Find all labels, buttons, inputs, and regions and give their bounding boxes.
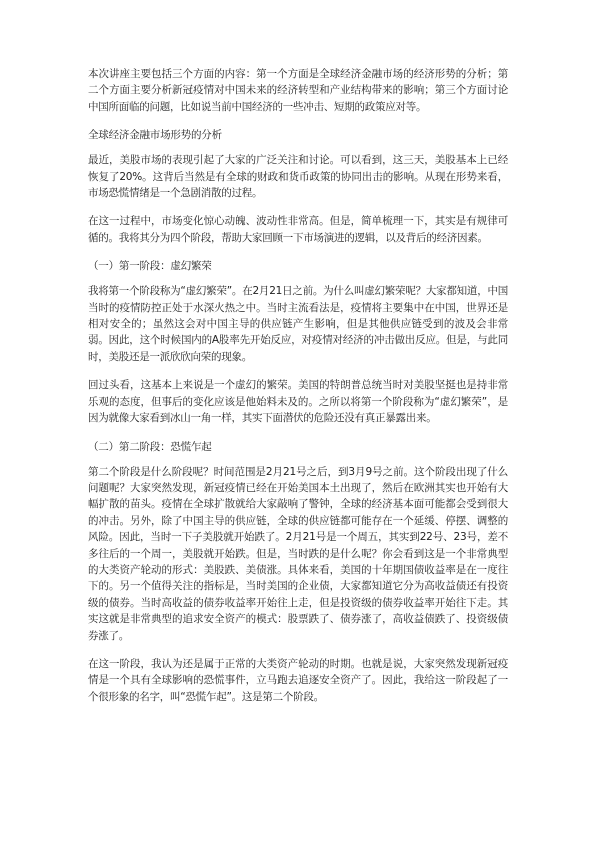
stage-1-title: （一）第一阶段：虚幻繁荣 xyxy=(88,260,212,273)
stage-2-title: （二）第二阶段：恐慌乍起 xyxy=(88,440,212,453)
paragraph-2: 在这一过程中，市场变化惊心动魄、波动性非常高。但是，简单梳理一下，其实是有规律可循的。我将其分为四个阶段，帮助大家回顾一下市场演进的逻辑，以及背后的经济因素。 xyxy=(88,215,508,244)
paragraph-1: 最近，美股市场的表现引起了大家的广泛关注和讨论。可以看到，这三天，美股基本上已经恢复了20%。这背后当然是有全球的财政和货币政策的协同出击的影响。从现在形势来看，市场恐慌情绪是一个急剧消散的过程。 xyxy=(88,154,508,200)
paragraph-6: 在这一阶段，我认为还是属于正常的大类资产轮动的时期。也就是说，大家突然发现新冠疫情是一个具有全球影响的恐慌事件，立马跑去追逐安全资产了。因此，我给这一阶段起了一个很形象的名字，叫“恐慌乍起”。这是第二个阶段。 xyxy=(88,657,508,703)
paragraph-4: 回过头看，这基本上来说是一个虚幻的繁荣。美国的特朗普总统当时对美股坚挺也是持非常乐观的态度，但事后的变化应该是他始料未及的。之所以将第一个阶段称为“虚幻繁荣”，是因为就像大家看到冰山一角一样，其实下面潜伏的危险还没有真正暴露出来。 xyxy=(88,379,508,425)
section-title: 全球经济金融市场形势的分析 xyxy=(88,129,222,142)
intro-paragraph: 本次讲座主要包括三个方面的内容：第一个方面是全球经济金融市场的经济形势的分析；第二个方面主要分析新冠疫情对中国未来的经济转型和产业结构带来的影响；第三个方面讨论中国所面临的问题，比如说当前中国经济的一些冲击、短期的政策应对等。 xyxy=(88,68,508,113)
paragraph-5: 第二个阶段是什么阶段呢？时间范围是2月21号之后，到3月9号之前。这个阶段出现了什么问题呢？大家突然发现，新冠疫情已经在开始美国本土出现了，然后在欧洲其实也开始有大幅扩散的苗头。疫情在全球扩散就给大家敲响了警钟，全球的经济基本面可能都会受到很大的冲击。另外，除了中国主导的供应链，全球的供应链都可能存在一个延缓、停摆、调整的风险。因此，当时一下子美股就开始跌了。2月21号是一个周五，其实到22号、23号，差不多往后的一个周一，美股就开始跌。但是，当时跌的是什么呢？你会看到这是一个非常典型的大类资产轮动的形式：美股跌、美债涨。具体来看，美国的十年期国债收益率是在一度往下的。另一个值得关注的指标是，当时美国的企业债，大家都知道它分为高收益债还有投资级的债券。当时高收益的债券收益率开始往上走，但是投资级的债券收益率开始往下走。其实这就是非常典型的追求安全资产的模式：股票跌了、债券涨了，高收益债跌了、投资级债券涨了。 xyxy=(88,465,508,642)
paragraph-3: 我将第一个阶段称为“虚幻繁荣”。在2月21日之前。为什么叫虚幻繁荣呢？大家都知道，中国当时的疫情防控正处于水深火热之中。当时主流看法是，疫情将主要集中在中国，世界还是相对安全的；虽然这会对中国主导的供应链产生影响，但是其他供应链受到的波及会非常弱。因此，这个时候国内的A股率先开始反应，对疫情对经济的冲击做出反应。但是，与此同时，美股还是一派欣欣向荣的现象。 xyxy=(88,285,508,363)
document-page xyxy=(88,66,508,717)
